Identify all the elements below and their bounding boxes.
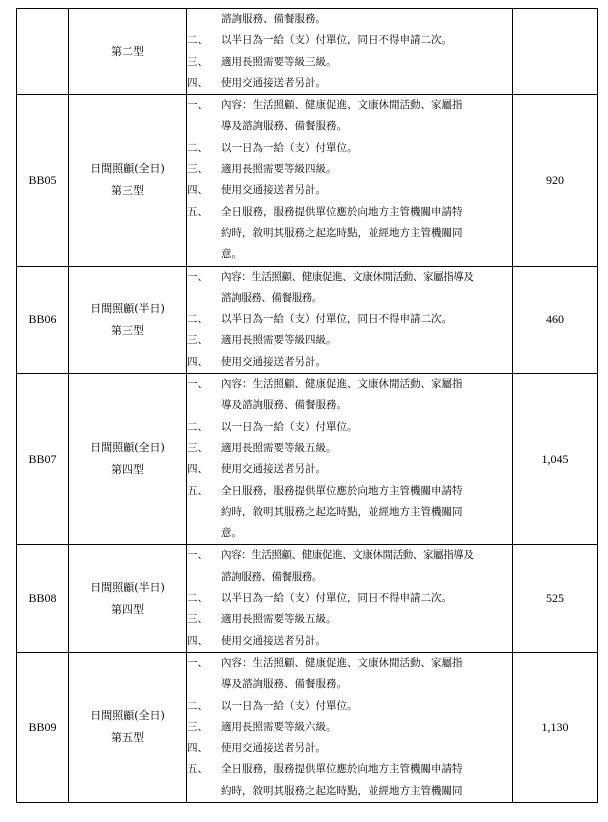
item-text-line: 適用長照需要等級五級。 [221, 613, 337, 626]
item-number: 三、 [187, 55, 208, 68]
item-number: 二、 [187, 420, 208, 433]
service-code: BB09 [17, 652, 69, 802]
item-text-line: 意。 [221, 527, 242, 540]
service-content [187, 95, 513, 266]
content-item [187, 159, 512, 180]
item-text-line: 適用長照需要等級三級。 [221, 55, 337, 68]
item-number: 五、 [187, 484, 208, 497]
item-text-line: 使用交通接送者另計。 [221, 463, 326, 476]
item-text-line: 約時，敘明其服務之起迄時點，並經地方主管機關同 [221, 784, 463, 797]
service-code: BB05 [17, 95, 69, 266]
content-item [187, 438, 512, 459]
content-item [187, 481, 512, 545]
content-item [187, 73, 512, 94]
service-name-line: 日間照顧(全日) [90, 162, 165, 176]
service-name-line: 第四型 [111, 602, 144, 616]
item-number: 四、 [187, 76, 208, 89]
content-item [187, 330, 512, 351]
content-item [187, 653, 512, 696]
item-text-line: 以一日為一給（支）付單位。 [221, 141, 358, 154]
content-item [187, 309, 512, 330]
item-text-line: 以一日為一給（支）付單位。 [221, 699, 358, 712]
content-item [187, 696, 512, 717]
service-content [187, 266, 513, 373]
item-text-line: 諮詢服務、備餐服務。 [221, 291, 322, 304]
service-name-line: 第四型 [111, 463, 144, 477]
item-number: 四、 [187, 355, 208, 368]
item-text-line: 以一日為一給（支）付單位。 [221, 420, 358, 433]
service-content [187, 652, 513, 802]
content-item [187, 352, 512, 373]
item-number: 三、 [187, 613, 208, 626]
service-price: 1,130 [513, 652, 598, 802]
service-code [17, 9, 69, 95]
item-text-line: 使用交通接送者另計。 [221, 76, 326, 89]
item-text-line: 全日服務，服務提供單位應於向地方主管機關申請特 [221, 763, 463, 776]
service-name-line: 第五型 [111, 731, 144, 745]
item-number: 三、 [187, 720, 208, 733]
item-text-line: 全日服務，服務提供單位應於向地方主管機關申請特 [221, 484, 463, 497]
item-number: 一、 [187, 378, 208, 391]
item-text-line: 全日服務，服務提供單位應於向地方主管機關申請特 [221, 205, 463, 218]
item-number: 二、 [187, 34, 208, 47]
service-content [187, 545, 513, 652]
item-number: 一、 [187, 656, 208, 669]
content-item [187, 588, 512, 609]
service-code: BB06 [17, 266, 69, 373]
item-text-line: 內容：生活照顧、健康促進、文康休閒活動、家屬指導及 [221, 270, 474, 283]
content-item [187, 9, 512, 30]
service-name-line: 日間照顧(半日) [90, 301, 165, 315]
item-text-line: 導及諮詢服務、備餐服務。 [221, 399, 347, 412]
fee-table-body [17, 9, 598, 803]
item-text-line: 以半日為一給（支）付單位，同日不得申請二次。 [221, 313, 452, 326]
item-number: 二、 [187, 699, 208, 712]
table-row [17, 652, 598, 802]
service-name-line: 日間照顧(半日) [90, 580, 165, 594]
item-text-line: 以半日為一給（支）付單位，同日不得申請二次。 [221, 592, 452, 605]
item-number: 三、 [187, 163, 208, 176]
content-item [187, 417, 512, 438]
service-content [187, 9, 513, 95]
service-name [69, 95, 187, 266]
item-number [187, 9, 221, 30]
service-code: BB08 [17, 545, 69, 652]
item-number: 一、 [187, 270, 208, 283]
content-item [187, 267, 512, 310]
item-text-line: 適用長照需要等級四級。 [221, 334, 337, 347]
table-row [17, 9, 598, 95]
service-price [513, 9, 598, 95]
content-item [187, 138, 512, 159]
service-fee-table [16, 8, 598, 803]
content-item [187, 738, 512, 759]
service-name [69, 652, 187, 802]
content-item [187, 180, 512, 201]
service-content [187, 374, 513, 545]
item-number: 四、 [187, 634, 208, 647]
item-number: 三、 [187, 441, 208, 454]
item-text-line: 導及諮詢服務、備餐服務。 [221, 678, 347, 691]
service-name-line: 第三型 [111, 184, 144, 198]
table-row [17, 374, 598, 545]
content-item [187, 759, 512, 802]
service-name [69, 9, 187, 95]
item-number: 二、 [187, 313, 208, 326]
item-number: 四、 [187, 742, 208, 755]
item-number: 二、 [187, 141, 208, 154]
item-text-line: 內容：生活照顧、健康促進、文康休閒活動、家屬指 [221, 378, 463, 391]
item-number: 一、 [187, 549, 208, 562]
content-item [187, 717, 512, 738]
item-text-line: 使用交通接送者另計。 [221, 355, 326, 368]
content-item [187, 631, 512, 652]
service-price: 1,045 [513, 374, 598, 545]
item-text-line: 適用長照需要等級四級。 [221, 163, 337, 176]
item-text-line: 使用交通接送者另計。 [221, 634, 326, 647]
item-text-line: 內容：生活照顧、健康促進、文康休閒活動、家屬指 [221, 656, 463, 669]
item-text-line: 使用交通接送者另計。 [221, 184, 326, 197]
content-item [187, 95, 512, 138]
item-text-line: 使用交通接送者另計。 [221, 742, 326, 755]
item-number: 三、 [187, 334, 208, 347]
item-text-line: 諮詢服務、備餐服務。 [221, 570, 322, 583]
service-name-line: 日間照顧(全日) [90, 709, 165, 723]
item-text-line: 內容：生活照顧、健康促進、文康休閒活動、家屬指導及 [221, 549, 474, 562]
item-number: 二、 [187, 592, 208, 605]
table-row [17, 266, 598, 373]
table-row [17, 95, 598, 266]
table-row [17, 545, 598, 652]
content-item [187, 545, 512, 588]
content-item [187, 374, 512, 417]
item-number: 一、 [187, 99, 208, 112]
service-price: 460 [513, 266, 598, 373]
item-text-line: 約時，敘明其服務之起迄時點，並經地方主管機關同 [221, 226, 463, 239]
item-number: 五、 [187, 763, 208, 776]
service-name [69, 266, 187, 373]
service-code: BB07 [17, 374, 69, 545]
service-name-line: 第三型 [111, 323, 144, 337]
item-text-line: 約時，敘明其服務之起迄時點，並經地方主管機關同 [221, 505, 463, 518]
service-price: 920 [513, 95, 598, 266]
item-text-line: 意。 [221, 248, 242, 261]
item-text-line: 適用長照需要等級六級。 [221, 720, 337, 733]
content-item [187, 30, 512, 51]
content-item [187, 52, 512, 73]
service-name [69, 374, 187, 545]
content-item [187, 459, 512, 480]
service-name-line: 日間照顧(全日) [90, 441, 165, 455]
content-item [187, 609, 512, 630]
item-text-line: 導及諮詢服務、備餐服務。 [221, 120, 347, 133]
service-name [69, 545, 187, 652]
item-text-line: 以半日為一給（支）付單位，同日不得申請二次。 [221, 34, 452, 47]
item-text-line: 適用長照需要等級五級。 [221, 441, 337, 454]
item-text-line: 內容：生活照顧、健康促進、文康休閒活動、家屬指 [221, 99, 463, 112]
item-number: 四、 [187, 184, 208, 197]
service-name-line: 第二型 [111, 44, 144, 58]
content-item [187, 202, 512, 266]
item-text-line: 諮詢服務、備餐服務。 [221, 13, 326, 25]
service-price: 525 [513, 545, 598, 652]
item-number: 五、 [187, 205, 208, 218]
item-number: 四、 [187, 463, 208, 476]
